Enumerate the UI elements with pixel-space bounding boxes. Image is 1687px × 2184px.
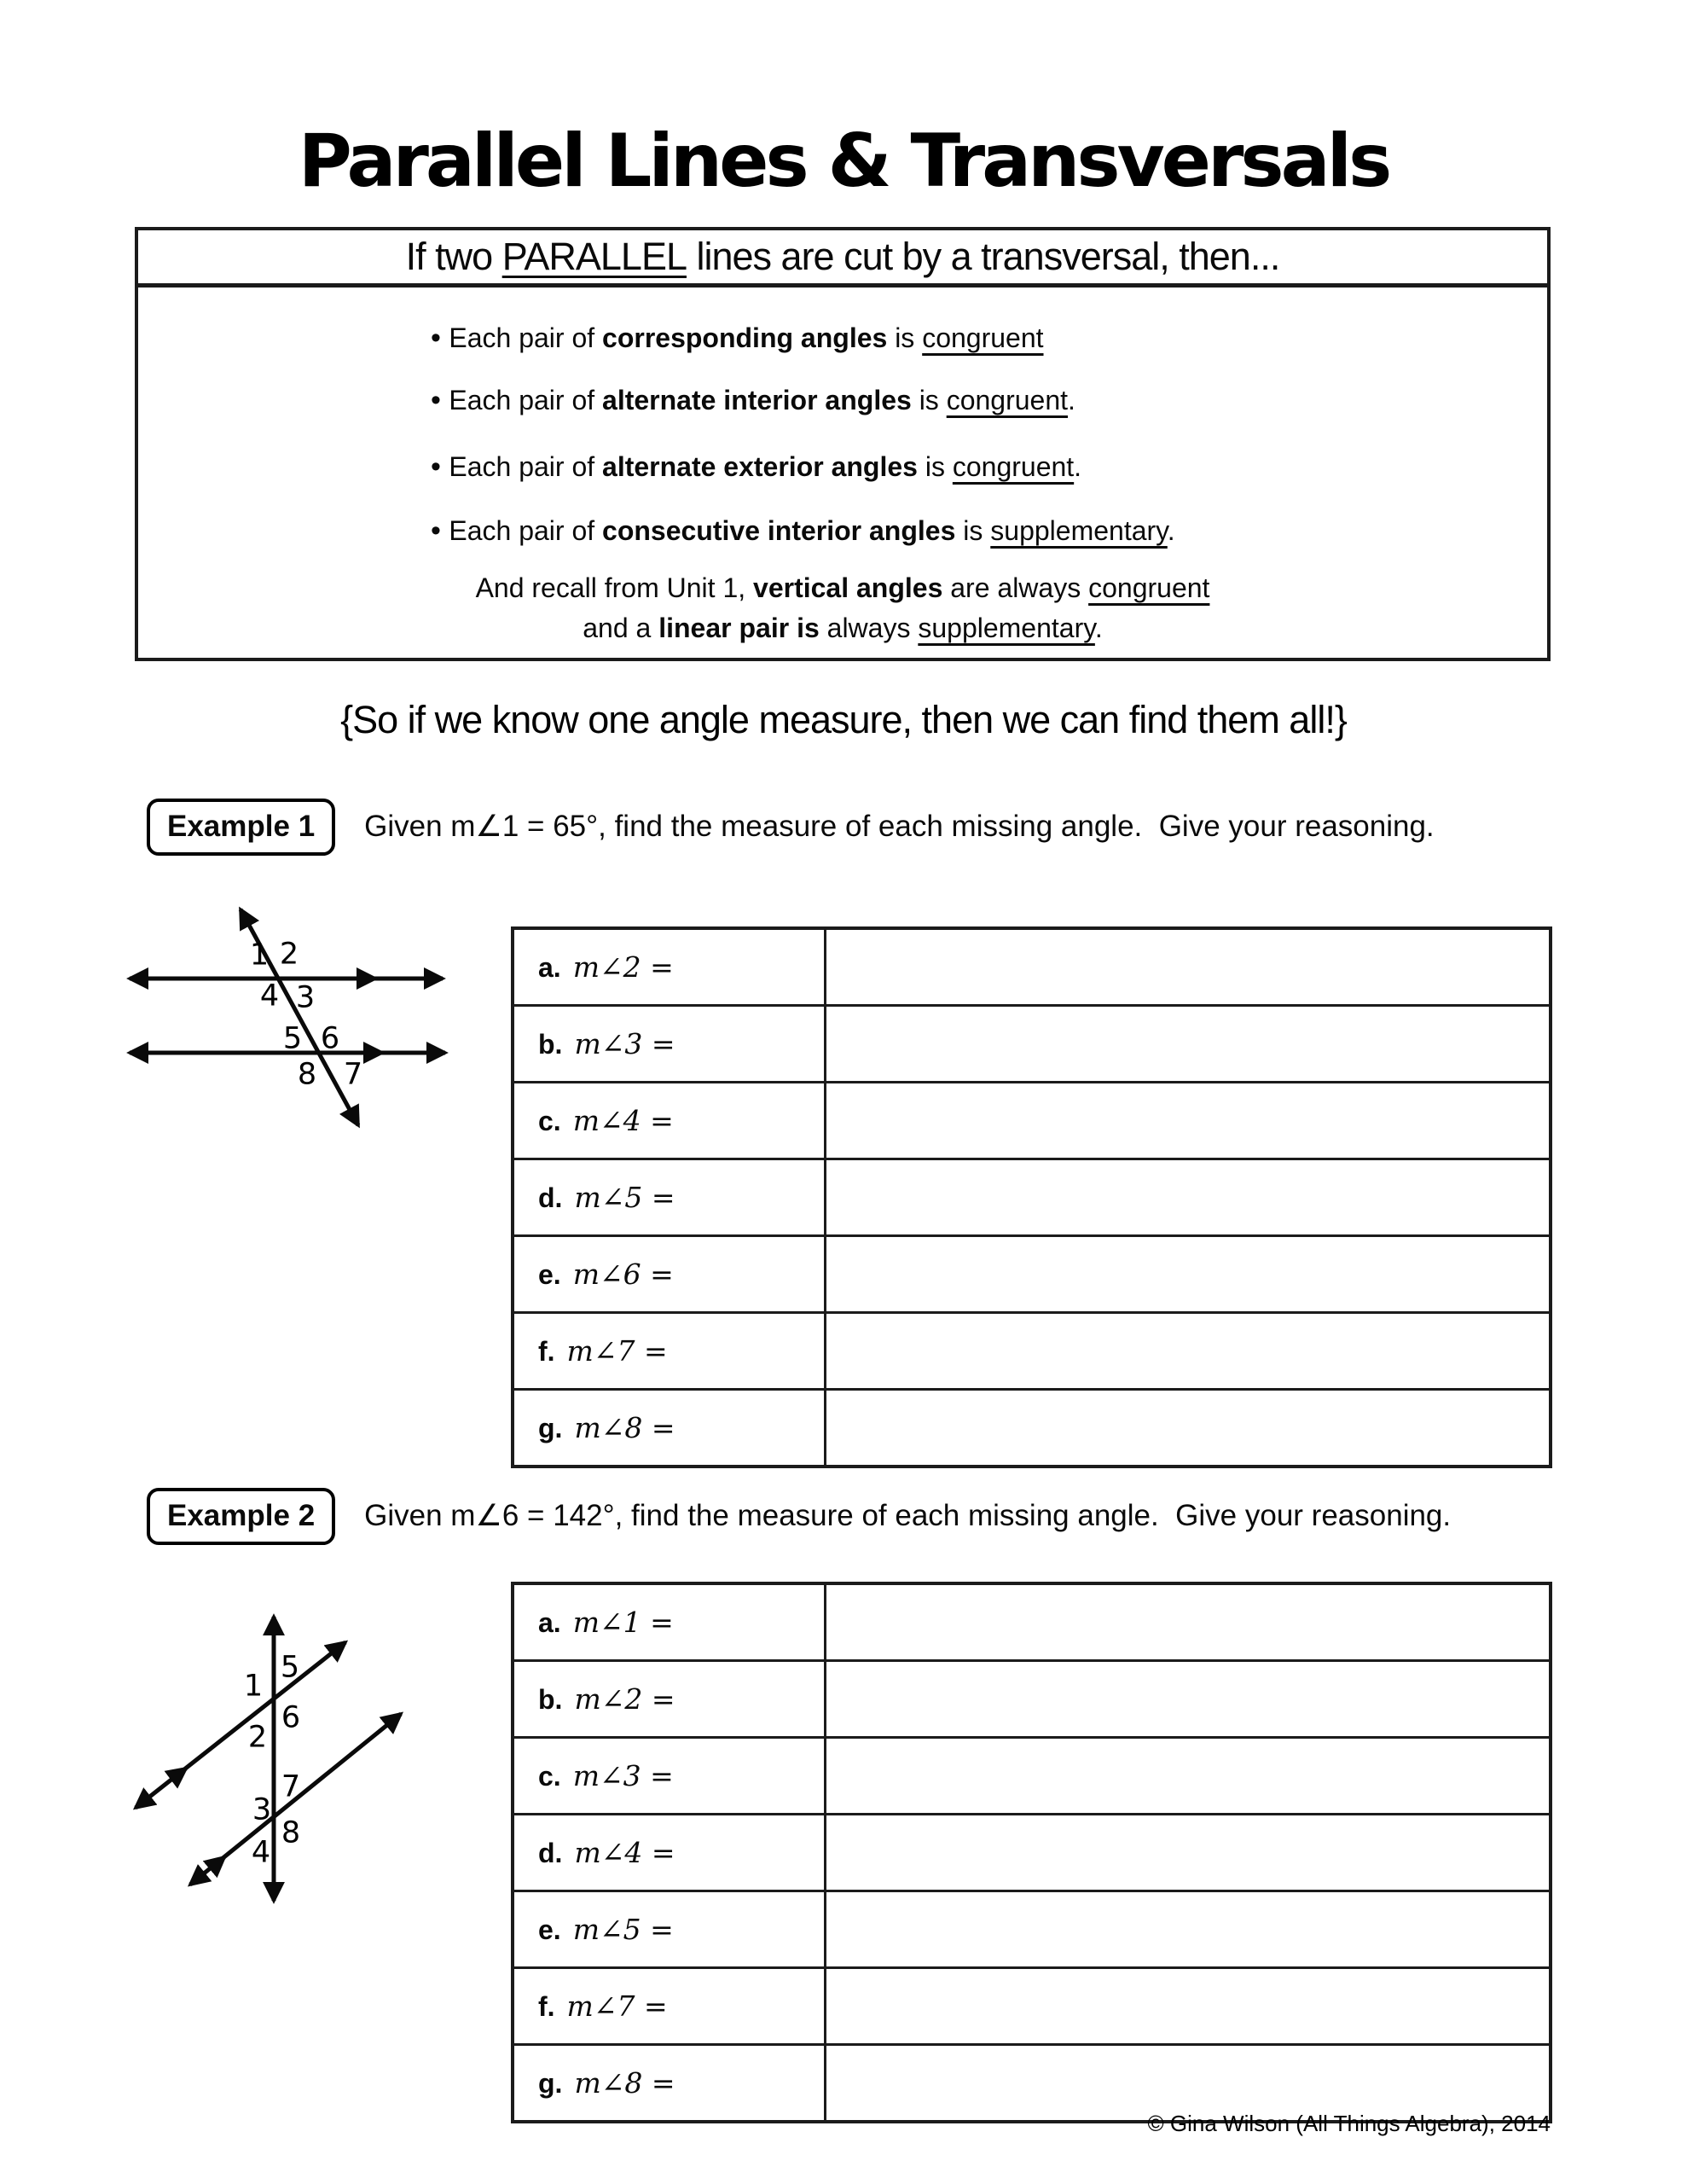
angle-label-7: 7 — [281, 1769, 301, 1804]
table-row — [513, 1738, 1551, 1815]
table-row — [513, 1390, 1551, 1467]
rule-term: linear pair is — [658, 613, 820, 643]
rule-text: is — [911, 385, 947, 415]
row-letter: c. — [538, 1761, 561, 1792]
angle-expression: m∠8 = — [574, 2066, 675, 2100]
table-row — [513, 1968, 1551, 2045]
diagram1-svg — [119, 879, 461, 1152]
table-row — [513, 1661, 1551, 1738]
angle-expression: m∠3 = — [574, 1027, 675, 1060]
rule-text: Each pair of — [449, 385, 603, 415]
answer-cell[interactable] — [826, 1159, 1551, 1236]
angle-expression: m∠2 = — [574, 1682, 675, 1716]
rule-text: . — [1074, 451, 1082, 482]
rule-answer: congruent — [946, 385, 1069, 415]
angle-expression: m∠1 = — [572, 1606, 674, 1639]
angle-expression: m∠5 = — [574, 1181, 675, 1214]
rules-box-header — [138, 230, 1547, 288]
copyright-footer: © Gina Wilson (All Things Algebra), 2014 — [1147, 2111, 1551, 2136]
rules-header-pre: If two — [405, 235, 502, 278]
row-letter: a. — [538, 952, 561, 983]
angle-expression: m∠5 = — [572, 1913, 674, 1946]
answer-cell[interactable] — [826, 1738, 1551, 1815]
question-cell — [513, 1661, 826, 1738]
table-row — [513, 1006, 1551, 1083]
row-letter: f. — [538, 1336, 555, 1367]
rule-text: are always — [942, 572, 1089, 603]
angle-label-4: 4 — [259, 979, 280, 1014]
angle-expression: m∠3 = — [572, 1759, 674, 1792]
rule-answer: congruent — [1088, 572, 1210, 603]
rule-term: vertical angles — [753, 572, 943, 603]
angle-expression: m∠7 = — [566, 1989, 668, 2023]
rule-answer: supplementary — [918, 613, 1095, 643]
row-letter: b. — [538, 1029, 563, 1060]
angle-expression: m∠6 = — [572, 1258, 674, 1291]
rule-bullet-corresponding — [431, 319, 1044, 357]
row-letter: f. — [538, 1991, 555, 2022]
rule-text: Each pair of — [449, 515, 603, 546]
row-letter: e. — [538, 1259, 561, 1290]
question-cell — [513, 1968, 826, 2045]
rule-text: . — [1094, 613, 1103, 643]
example2-header — [147, 1486, 1451, 1546]
answer-cell[interactable] — [826, 1661, 1551, 1738]
table-row — [513, 928, 1551, 1006]
row-letter: e. — [538, 1914, 561, 1945]
rule-bullet-alternate-exterior — [431, 448, 1081, 486]
row-letter: d. — [538, 1838, 563, 1868]
question-cell — [513, 1583, 826, 1661]
example1-instruction: Given m∠1 = 65°, find the measure of each missing angle. Give your reasoning. — [364, 810, 1435, 843]
answer-cell[interactable] — [826, 1968, 1551, 2045]
question-cell — [513, 1083, 826, 1159]
rule-text: . — [1167, 515, 1175, 546]
example2-answer-table — [511, 1582, 1552, 2123]
angle-label-8: 8 — [281, 1815, 301, 1850]
angle-label-2: 2 — [279, 937, 299, 972]
answer-cell[interactable] — [826, 1583, 1551, 1661]
row-letter: c. — [538, 1106, 561, 1136]
row-letter: g. — [538, 1413, 563, 1443]
answer-cell[interactable] — [826, 1313, 1551, 1390]
table-row — [513, 1815, 1551, 1891]
parallel-lines-diagram-1 — [119, 879, 461, 1152]
recall-line-linear-pair — [138, 609, 1547, 648]
answer-cell[interactable] — [826, 1236, 1551, 1313]
row-letter: b. — [538, 1684, 563, 1715]
row-letter: g. — [538, 2068, 563, 2099]
rule-text: Each pair of — [449, 451, 603, 482]
example2-instruction: Given m∠6 = 142°, find the measure of each missing angle. Give your reasoning. — [364, 1499, 1452, 1532]
question-cell — [513, 1738, 826, 1815]
question-cell — [513, 1313, 826, 1390]
rule-answer: congruent — [922, 322, 1044, 353]
question-cell — [513, 1891, 826, 1968]
page-title: Parallel Lines & Transversals — [298, 119, 1389, 204]
rule-text: is — [887, 322, 923, 353]
angle-label-5: 5 — [280, 1650, 300, 1685]
rule-text: always — [819, 613, 919, 643]
parallel-lines-diagram-2 — [102, 1585, 443, 1978]
example2-label: Example 2 — [147, 1488, 335, 1545]
answer-cell[interactable] — [826, 1006, 1551, 1083]
question-cell — [513, 1815, 826, 1891]
answer-cell[interactable] — [826, 928, 1551, 1006]
angle-expression: m∠4 = — [574, 1836, 675, 1869]
answer-cell[interactable] — [826, 1891, 1551, 1968]
angle-label-5: 5 — [282, 1021, 303, 1056]
angle-label-4: 4 — [251, 1835, 271, 1870]
rule-bullet-alternate-interior — [431, 381, 1075, 420]
rule-answer: supplementary — [990, 515, 1168, 546]
table-row — [513, 1083, 1551, 1159]
rule-term: corresponding angles — [602, 322, 888, 353]
angle-label-6: 6 — [320, 1021, 340, 1056]
example1-label: Example 1 — [147, 799, 335, 856]
question-cell — [513, 1006, 826, 1083]
table-row — [513, 1891, 1551, 1968]
rules-header-post: lines are cut by a transversal, then... — [686, 235, 1280, 278]
row-letter: d. — [538, 1182, 563, 1213]
angle-expression: m∠4 = — [572, 1104, 674, 1137]
angle-expression: m∠8 = — [574, 1411, 675, 1444]
angle-label-2: 2 — [247, 1720, 268, 1755]
answer-cell[interactable] — [826, 1390, 1551, 1467]
rule-text: And recall from Unit 1, — [475, 572, 754, 603]
rule-text: and a — [583, 613, 659, 643]
rule-text: Each pair of — [449, 322, 603, 353]
recall-line-vertical-angles — [138, 569, 1547, 607]
example1-header — [147, 797, 1435, 857]
rule-text: is — [955, 515, 991, 546]
question-cell — [513, 2045, 826, 2123]
question-cell — [513, 1159, 826, 1236]
rule-bullet-consecutive-interior — [431, 512, 1175, 550]
rule-text: . — [1068, 385, 1075, 415]
angle-expression: m∠2 = — [572, 950, 674, 984]
row-letter: a. — [538, 1607, 561, 1638]
angle-label-8: 8 — [297, 1057, 317, 1092]
answer-cell[interactable] — [826, 1083, 1551, 1159]
rule-answer: congruent — [952, 451, 1075, 482]
table-row — [513, 1236, 1551, 1313]
rule-text: is — [917, 451, 953, 482]
angle-label-6: 6 — [281, 1700, 301, 1735]
angle-label-1: 1 — [249, 938, 270, 973]
table-row — [513, 1583, 1551, 1661]
angle-label-7: 7 — [343, 1057, 363, 1092]
example1-answer-table — [511, 926, 1552, 1468]
rule-term: consecutive interior angles — [602, 515, 956, 546]
angle-label-3: 3 — [295, 980, 316, 1015]
angle-label-1: 1 — [243, 1669, 264, 1704]
rules-header-underlined: PARALLEL — [501, 235, 687, 278]
table-row — [513, 1313, 1551, 1390]
question-cell — [513, 1390, 826, 1467]
angle-label-3: 3 — [252, 1792, 272, 1827]
question-cell — [513, 1236, 826, 1313]
answer-cell[interactable] — [826, 1815, 1551, 1891]
rule-term: alternate interior angles — [602, 385, 912, 415]
rules-box — [135, 227, 1551, 661]
table-row — [513, 1159, 1551, 1236]
rule-term: alternate exterior angles — [602, 451, 918, 482]
subtitle: {So if we know one angle measure, then we can find them all!} — [340, 698, 1347, 741]
angle-expression: m∠7 = — [566, 1334, 668, 1368]
diagram2-svg — [102, 1585, 443, 1978]
question-cell — [513, 928, 826, 1006]
